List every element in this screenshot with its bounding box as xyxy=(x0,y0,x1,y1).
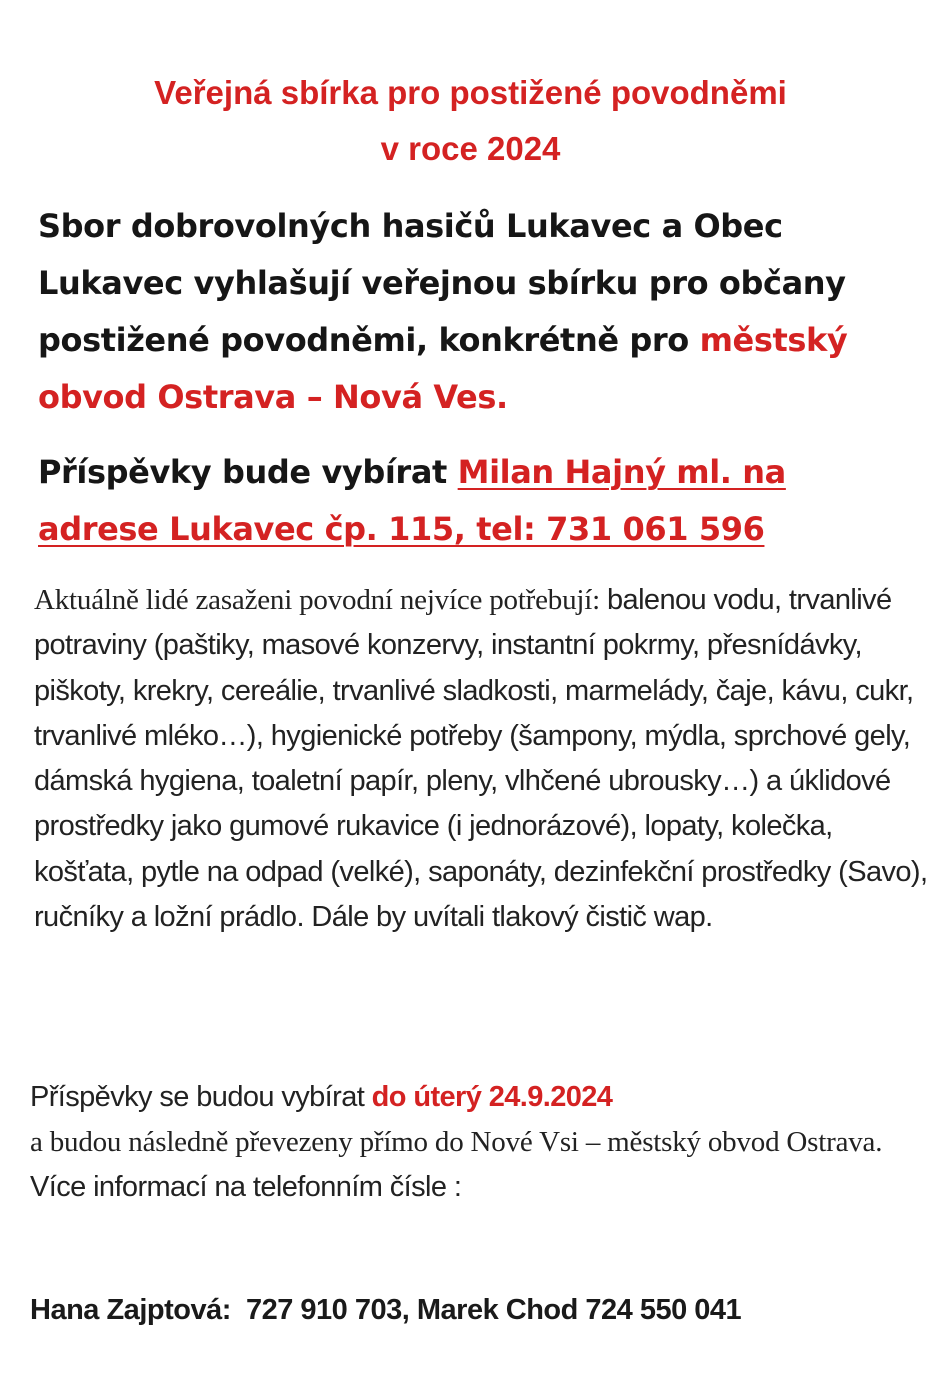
district-highlight: městský xyxy=(699,321,848,359)
collector-address-link[interactable]: adrese Lukavec čp. 115, tel: 731 061 596 xyxy=(38,510,765,548)
deadline-date: do úterý 24.9.2024 xyxy=(371,1081,613,1113)
collector-contact-link[interactable]: Milan Hajný ml. na xyxy=(457,453,786,491)
more-info-label: Více informací na telefonním čísle : xyxy=(30,1171,462,1203)
page-title-line-2: v roce 2024 xyxy=(380,130,561,167)
needs-lead: Aktuálně lidé zasaženi povodní nejvíce potřebují: xyxy=(34,584,608,616)
contact-phones: Hana Zajptová: 727 910 703, Marek Chod 724 550 041 xyxy=(30,1294,742,1326)
collector-paragraph xyxy=(38,444,938,558)
intro-line-1: Sbor dobrovolných hasičů Lukavec a Obec xyxy=(38,207,783,245)
intro-line-3-text: postižené povodněmi, konkrétně pro xyxy=(38,321,700,359)
page-title-line-1: Veřejná sbírka pro postižené povodněmi xyxy=(154,74,787,111)
transport-info: a budou následně převezeny přímo do Nové Vsi – městský obvod Ostrava. xyxy=(30,1126,883,1158)
deadline-prefix: Příspěvky se budou vybírat xyxy=(30,1081,372,1113)
intro-line-3 xyxy=(38,312,941,369)
deadline-paragraph xyxy=(30,1075,935,1210)
collector-prefix: Příspěvky bude vybírat xyxy=(38,453,458,491)
intro-paragraph xyxy=(38,198,941,426)
district-name: obvod Ostrava – Nová Ves. xyxy=(38,378,508,416)
needs-list: balenou vodu, trvanlivé potraviny (paštiky, masové konzervy, instantní pokrmy, přesnídávky, piškoty, krekry, cereálie, trvanlivé sladkosti, marmelády, čaje, kávu, cukr, trvanlivé mléko…), hygienické potřeby (šampony, mýdla, sprchové gely, dámská hygiena, toaletní papír, pleny, vlhčené ubrousky…) a úklidové prostředky jako gumové rukavice (i jednorázové), lopaty, kolečka, košťata, pytle na odpad (velké), saponáty, dezinfekční prostředky (Savo), ručníky a ložní prádlo. Dále by uvítali tlakový čistič wap. xyxy=(34,584,928,934)
needs-paragraph xyxy=(34,578,939,940)
intro-line-2: Lukavec vyhlašují veřejnou sbírku pro občany xyxy=(38,264,846,302)
